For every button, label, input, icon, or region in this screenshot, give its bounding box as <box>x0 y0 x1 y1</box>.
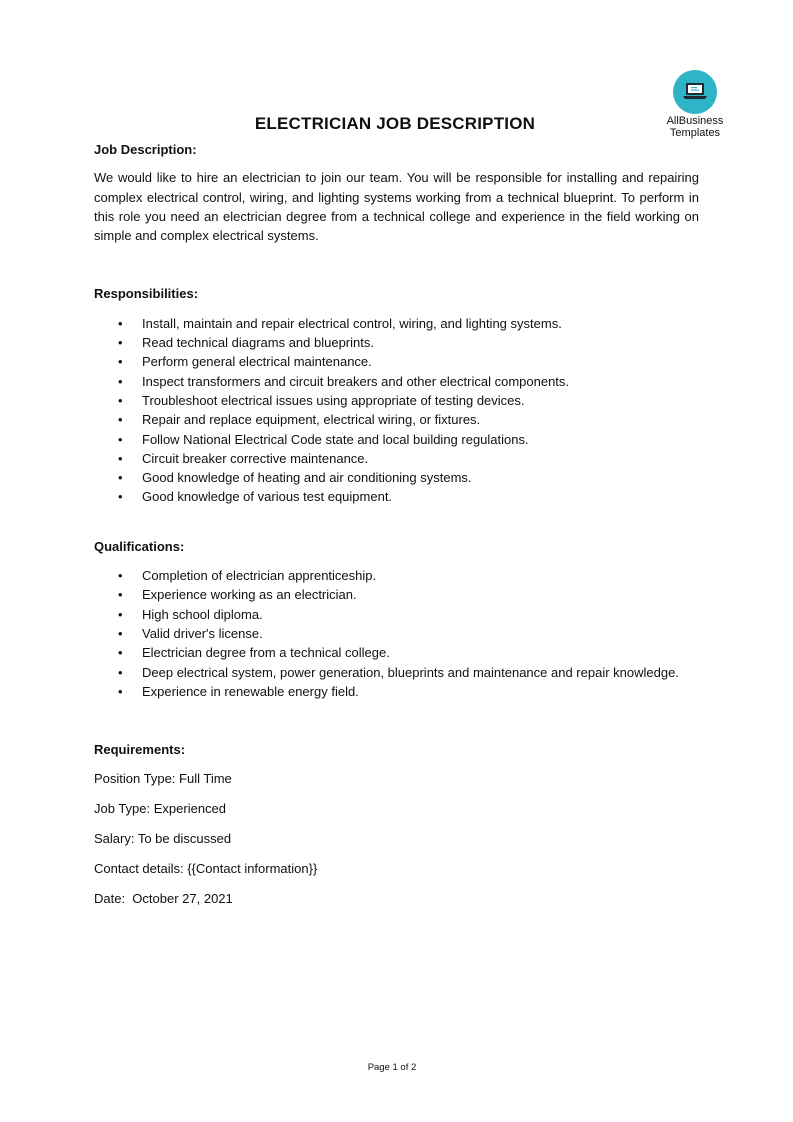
list-item-text: Read technical diagrams and blueprints. <box>142 335 374 351</box>
job-description-text: We would like to hire an electrician to join our team. You will be responsible for installing and repairing complex electrical control, wiring, and lighting systems working from a technical blueprint. To perform in this role you need an electrician degree from a technical college and experience in the field working on simple and complex electrical systems. <box>94 170 699 244</box>
list-item <box>94 624 699 643</box>
bullet-icon: • <box>118 431 123 447</box>
list-item <box>94 605 699 624</box>
logo-badge <box>673 70 717 114</box>
list-item <box>94 333 699 352</box>
list-item-text: Perform general electrical maintenance. <box>142 354 372 370</box>
list-item-text: Experience in renewable energy field. <box>142 683 359 699</box>
laptop-icon <box>682 82 708 102</box>
list-item-text: High school diploma. <box>142 606 263 622</box>
salary: Salary: To be discussed <box>94 831 232 847</box>
bullet-icon: • <box>118 392 123 408</box>
contact-details: Contact details: {{Contact information}} <box>94 860 318 876</box>
list-item <box>94 410 699 429</box>
responsibilities-heading: Responsibilities: <box>94 286 199 302</box>
list-item-text: Inspect transformers and circuit breakers and other electrical components. <box>142 373 570 389</box>
bullet-icon: • <box>118 625 123 641</box>
list-item-text: Circuit breaker corrective maintenance. <box>142 450 369 466</box>
bullet-icon: • <box>118 373 123 389</box>
logo-line-1: AllBusiness <box>666 115 724 127</box>
bullet-icon: • <box>118 645 123 661</box>
bullet-icon: • <box>118 470 123 486</box>
bullet-icon: • <box>118 664 123 680</box>
bullet-icon: • <box>118 335 123 351</box>
list-item <box>94 682 699 701</box>
bullet-icon: • <box>118 489 123 505</box>
list-item-text: Electrician degree from a technical college. <box>142 645 390 661</box>
requirements-heading: Requirements: <box>94 742 186 758</box>
list-item-text: Repair and replace equipment, electrical wiring, or fixtures. <box>142 412 481 428</box>
qualifications-heading: Qualifications: <box>94 538 185 554</box>
bullet-icon: • <box>118 568 123 584</box>
list-item-text: Deep electrical system, power generation, blueprints and maintenance and repair knowledge. <box>142 664 679 680</box>
bullet-icon: • <box>118 606 123 622</box>
bullet-icon: • <box>118 683 123 699</box>
position-type: Position Type: Full Time <box>94 771 232 787</box>
bullet-icon: • <box>118 412 123 428</box>
list-item <box>94 643 699 662</box>
list-item-text: Follow National Electrical Code state and local building regulations. <box>142 431 529 447</box>
document-body <box>94 140 699 908</box>
list-item-text: Valid driver's license. <box>142 625 263 641</box>
list-item-text: Troubleshoot electrical issues using appropriate of testing devices. <box>142 392 525 408</box>
logo-line-2: Templates <box>669 127 721 139</box>
job-type: Job Type: Experienced <box>94 801 227 817</box>
list-item-text: Install, maintain and repair electrical control, wiring, and lighting systems. <box>142 315 562 331</box>
list-item <box>94 585 699 604</box>
list-item-text: Good knowledge of heating and air conditioning systems. <box>142 470 472 486</box>
list-item <box>94 372 699 391</box>
bullet-icon: • <box>118 315 123 331</box>
list-item <box>94 663 699 682</box>
list-item <box>94 391 699 410</box>
qualifications-list <box>94 566 699 701</box>
list-item <box>94 566 699 585</box>
list-item <box>94 487 699 506</box>
page-title: ELECTRICIAN JOB DESCRIPTION <box>254 114 536 133</box>
list-item <box>94 449 699 468</box>
responsibilities-list <box>94 314 699 507</box>
list-item <box>94 468 699 487</box>
list-item <box>94 352 699 371</box>
list-item <box>94 314 699 333</box>
date: Date: October 27, 2021 <box>94 890 233 906</box>
list-item-text: Completion of electrician apprenticeship. <box>142 568 377 584</box>
list-item <box>94 430 699 449</box>
list-item-text: Good knowledge of various test equipment. <box>142 489 393 505</box>
list-item-text: Experience working as an electrician. <box>142 587 357 603</box>
bullet-icon: • <box>118 587 123 603</box>
bullet-icon: • <box>118 354 123 370</box>
job-description-heading: Job Description: <box>94 142 197 157</box>
page-number: Page 1 of 2 <box>367 1062 417 1073</box>
bullet-icon: • <box>118 450 123 466</box>
